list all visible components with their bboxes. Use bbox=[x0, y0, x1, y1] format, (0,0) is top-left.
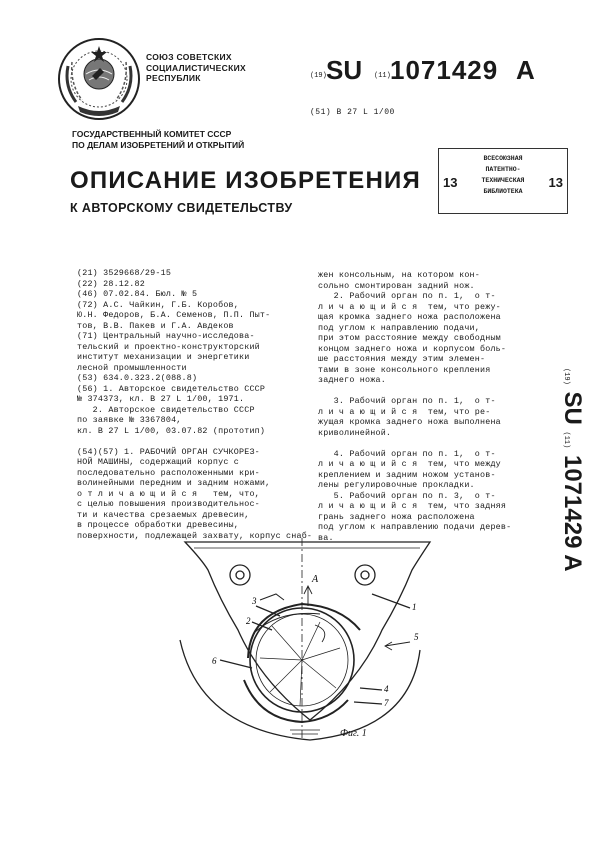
text-line bbox=[318, 438, 544, 449]
library-stamp bbox=[438, 148, 568, 214]
text-line: кл. В 27 L 1/00, 03.07.82 (прототип) bbox=[77, 425, 266, 436]
side-code-11: (11) bbox=[562, 431, 570, 449]
text-line: заднего ножа. bbox=[318, 375, 386, 385]
stamp-number-left: 13 bbox=[443, 175, 458, 190]
text-line: л и ч а ю щ и й с я тем, что ре- bbox=[318, 406, 491, 417]
text-line: тельский и проектно-конструкторский bbox=[77, 341, 260, 352]
code-11: (11) bbox=[374, 72, 391, 80]
text-line: ти и качества срезаемых древесин, bbox=[77, 509, 250, 520]
technical-drawing bbox=[160, 530, 460, 750]
stamp-number-right: 13 bbox=[548, 175, 563, 190]
text-line: № 374373, кл. В 27 L 1/00, 1971. bbox=[77, 394, 245, 404]
stamp-line: БИБЛИОТЕКА bbox=[483, 188, 523, 195]
text-line: (71) Центральный научно-исследова- bbox=[77, 331, 255, 341]
side-country: SU bbox=[559, 391, 586, 425]
text-line: л и ч а ю щ и й с я тем, что между bbox=[318, 459, 501, 469]
text-line: с целью повышения производительнос- bbox=[77, 499, 260, 509]
text-line: по заявке № 3367804, bbox=[77, 415, 182, 425]
text-line: л и ч а ю щ и й с я тем, что режу- bbox=[318, 301, 501, 312]
text-line: институт механизации и энергетики bbox=[77, 352, 250, 362]
callout-6: 6 bbox=[212, 656, 217, 666]
section-label: А bbox=[312, 574, 319, 585]
text-line: 2. Авторское свидетельство СССР bbox=[77, 404, 255, 415]
stamp-line: ПАТЕНТНО- bbox=[485, 166, 521, 173]
text-line: 3. Рабочий орган по п. 1, о т- bbox=[318, 396, 496, 406]
country-code: SU bbox=[326, 55, 363, 85]
stamp-line: ВСЕСОЮЗНАЯ bbox=[483, 155, 523, 162]
union-line: СОЦИАЛИСТИЧЕСКИХ bbox=[146, 62, 246, 73]
text-line: 5. Рабочий орган по п. 3, о т- bbox=[318, 490, 496, 501]
ipc-classification bbox=[310, 108, 395, 117]
committee bbox=[72, 129, 244, 151]
patent-number-header bbox=[310, 52, 600, 86]
text-line: в процессе обработки древесины, bbox=[77, 520, 240, 530]
claims-column bbox=[318, 270, 544, 543]
side-patent-label bbox=[548, 368, 588, 668]
text-line: жущая кромка заднего ножа выполнена bbox=[318, 417, 501, 427]
text-line: последовательно расположенными кри- bbox=[77, 467, 260, 478]
text-line: креплением и задним ножом установ- bbox=[318, 469, 496, 480]
text-line: (56) 1. Авторское свидетельство СССР bbox=[77, 383, 266, 394]
text-line: лесной промышленности bbox=[77, 362, 187, 373]
text-line: поверхности, подлежащей захвату, корпус снаб- bbox=[77, 530, 313, 541]
text-line: тами в зоне консольного крепления bbox=[318, 364, 491, 375]
callout-4: 4 bbox=[384, 684, 389, 694]
text-line: жен консольным, на котором кон- bbox=[318, 270, 481, 280]
text-line: криволинейной. bbox=[318, 427, 392, 438]
patent-number: 1071429 bbox=[390, 55, 499, 85]
text-line bbox=[318, 386, 544, 397]
stamp-text bbox=[459, 153, 547, 197]
figure-caption: Фиг. 1 bbox=[340, 728, 367, 739]
text-line: ше расстояния между этим элемен- bbox=[318, 354, 486, 364]
text-line: (22) 28.12.82 bbox=[77, 278, 145, 289]
text-line: 2. Рабочий орган по п. 1, о т- bbox=[318, 291, 496, 301]
text-line: ва. bbox=[318, 532, 334, 543]
callout-3: 3 bbox=[252, 596, 257, 606]
ipc-value: В 27 L 1/00 bbox=[336, 108, 395, 117]
document-subtitle: К АВТОРСКОМУ СВИДЕТЕЛЬСТВУ bbox=[70, 201, 293, 215]
ussr-emblem-seal bbox=[56, 36, 142, 122]
code-19: (19) bbox=[310, 72, 327, 80]
text-line: тов, В.В. Пакев и Г.А. Авдеков bbox=[77, 320, 234, 331]
committee-line: ГОСУДАРСТВЕННЫЙ КОМИТЕТ СССР bbox=[72, 129, 232, 139]
kind-code: A bbox=[516, 55, 535, 85]
bibliographic-column bbox=[77, 268, 315, 541]
text-line: под углом к направлению подачи, bbox=[318, 322, 481, 333]
union-line: СОЮЗ СОВЕТСКИХ bbox=[146, 52, 232, 62]
text-line bbox=[77, 436, 315, 447]
text-line: л и ч а ю щ и й с я тем, что задняя bbox=[318, 501, 507, 511]
union-line: РЕСПУБЛИК bbox=[146, 73, 201, 83]
callout-2: 2 bbox=[246, 616, 251, 626]
text-line: щая кромка заднего ножа расположена bbox=[318, 312, 501, 322]
text-line: лены регулировочные прокладки. bbox=[318, 480, 475, 490]
text-line: 4. Рабочий орган по п. 1, о т- bbox=[318, 448, 496, 459]
text-line: (54)(57) 1. РАБОЧИЙ ОРГАН СУЧКОРЕЗ- bbox=[77, 446, 260, 457]
committee-line: ПО ДЕЛАМ ИЗОБРЕТЕНИЙ И ОТКРЫТИЙ bbox=[72, 140, 245, 150]
text-line: (46) 07.02.84. Бюл. № 5 bbox=[77, 289, 198, 299]
document-title: ОПИСАНИЕ ИЗОБРЕТЕНИЯ bbox=[70, 167, 421, 194]
text-line: концом заднего ножа и корпусом боль- bbox=[318, 343, 507, 354]
text-line: Ю.Н. Федоров, Б.А. Семенов, П.П. Пыт- bbox=[77, 310, 271, 320]
side-code-19: (19) bbox=[562, 368, 570, 385]
text-line: грань заднего ножа расположена bbox=[318, 511, 475, 522]
stamp-line: ТЕХНИЧЕСКАЯ bbox=[481, 177, 525, 184]
union-name bbox=[146, 52, 246, 84]
callout-1: 1 bbox=[412, 602, 417, 612]
text-line: волинейными передним и задним ножами, bbox=[77, 478, 271, 488]
callout-5: 5 bbox=[414, 632, 419, 642]
text-line: (72) А.С. Чайкин, Г.Б. Коробов, bbox=[77, 299, 240, 310]
text-line: НОЙ МАШИНЫ, содержащий корпус с bbox=[77, 457, 240, 467]
text-line: (53) 634.0.323.2(088.8) bbox=[77, 373, 198, 383]
ipc-code: (51) bbox=[310, 108, 332, 117]
text-line: под углом к направлению подачи дерев- bbox=[318, 522, 512, 532]
side-kind: A bbox=[559, 554, 586, 572]
callout-7: 7 bbox=[384, 698, 389, 708]
text-line: сольно смонтирован задний нож. bbox=[318, 280, 475, 291]
text-line: о т л и ч а ю щ и й с я тем, что, bbox=[77, 488, 260, 499]
text-line: (21) 3529668/29-15 bbox=[77, 268, 172, 278]
side-patent-number: 1071429 bbox=[559, 454, 586, 549]
text-line: при этом расстояние между свободным bbox=[318, 333, 501, 343]
